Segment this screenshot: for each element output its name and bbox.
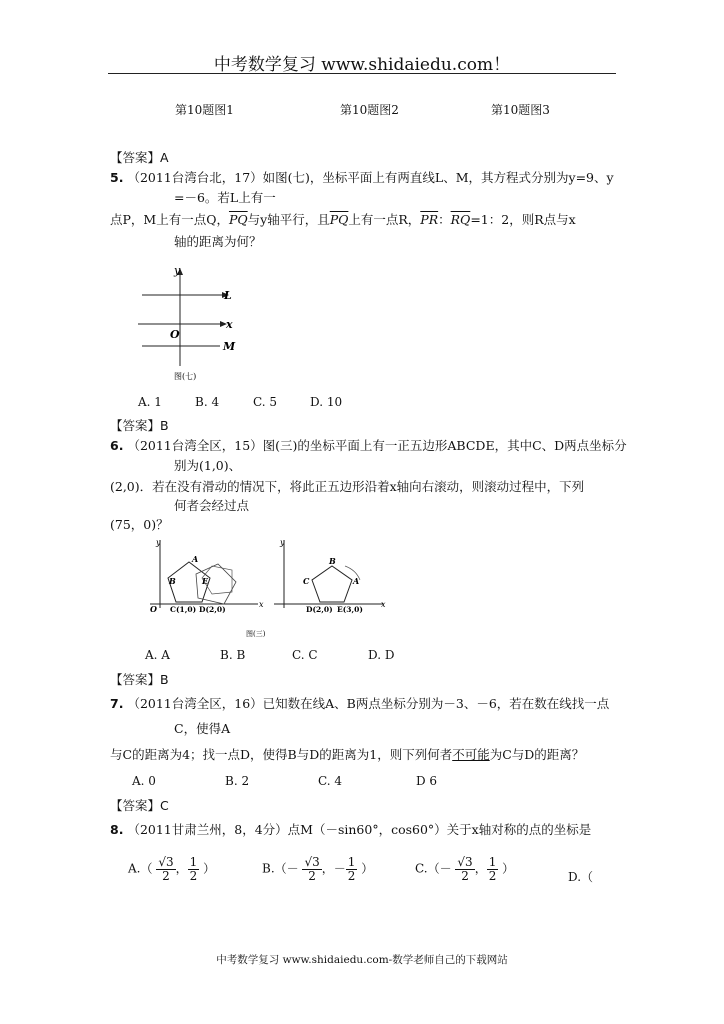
label-B-right: B [329,556,336,566]
x-label-left: x [259,600,264,609]
q8-line1 [110,821,591,839]
label-E2: E(3,0) [337,605,363,614]
answer-q5: 【答案】B [110,418,169,433]
q5-option-d: D. 10 [310,395,343,409]
fraction [302,856,321,882]
numerator: √3 [304,855,320,869]
fig3-caption: 图(三) [246,630,266,638]
q6-option-d: D. D [368,648,395,662]
denominator: 2 [347,868,356,883]
q6-line4: 何者会经过点 [174,498,250,513]
header-rule [108,73,616,74]
q7-line2: C，使得A [174,721,231,736]
q6-option-c: C. C [292,648,318,662]
q5-line1 [110,169,614,187]
q5-option-a: A. 1 [138,395,162,409]
q8-a-end: ） [203,861,216,876]
label-A-right: A [353,576,360,586]
segment-pr: $\overline{PR}$ [420,212,439,227]
figure-caption-3: 第10题图3 [491,103,550,117]
q5-figure [130,262,250,384]
q6-option-b: B. B [220,648,246,662]
y-label-left: y [156,538,161,547]
q8-option-b [262,856,373,882]
fig7-caption: 图(七) [174,372,197,381]
ratio-colon: ： [438,212,451,227]
segment-pq-2: $\overline{PQ}$ [329,212,349,227]
y-label: y [174,264,181,277]
numerator: 1 [189,855,198,869]
fraction [455,856,474,882]
separator: ， [474,861,487,876]
label-E-left: E [202,576,209,586]
numerator: 1 [488,855,497,869]
q5-text-3c: 上有一点R， [348,212,421,227]
x-label: x [226,318,233,331]
q5-number: 5. [110,170,124,185]
fraction [156,856,175,882]
q8-b-label: B.（－ [262,861,299,876]
denominator: 2 [488,868,497,883]
label-D1: D(2,0) [199,605,226,614]
origin-label: O [170,328,180,341]
q6-option-a: A. A [145,648,170,662]
q7-option-d: D 6 [416,774,438,788]
q6-line5: (75，0)？ [110,517,169,532]
q8-b-end: ） [361,861,374,876]
numerator: √3 [158,855,174,869]
q6-figure [140,536,390,644]
numerator: 1 [347,855,356,869]
denominator: 2 [162,868,170,883]
answer-q4: 【答案】A [110,150,169,165]
q5-text-3b: 与y轴平行，且 [247,212,330,227]
separator: ， [175,861,188,876]
y-label-right: y [280,538,285,547]
q5-line4: 轴的距离为何？ [174,234,262,249]
label-D2: D(2,0) [306,605,333,614]
q5-text-3a: 点P，M上有一点Q， [110,212,229,227]
figure-caption-1: 第10题图1 [175,103,234,117]
answer-q6: 【答案】B [110,672,169,687]
q8-option-c [415,856,514,882]
label-L: L [224,289,232,302]
q5-option-c: C. 5 [253,395,278,409]
label-A-left: A [192,554,199,564]
q6-line1 [110,437,627,455]
q6-text-1: （2011台湾全区，15）图(三)的坐标平面上有一正五边形ABCDE，其中C、D两点坐标分 [127,438,627,453]
q8-c-label: C.（－ [415,861,452,876]
fraction [188,856,200,882]
q7-option-c: C. 4 [318,774,343,788]
q7-text-3b: 为C与D的距离？ [489,747,585,762]
x-label-right: x [381,600,386,609]
q7-option-b: B. 2 [225,774,250,788]
denominator: 2 [308,868,316,883]
q7-option-a: A. 0 [132,774,156,788]
q7-text-3a: 与C的距离为4；找一点D，使得B与D的距离为1，则下列何者 [110,747,453,762]
fraction [487,856,499,882]
q5-text-1: （2011台湾台北，17）如图(七)，坐标平面上有两直线L、M，其方程式分别为y=9、y [127,170,614,185]
separator: ，－ [321,861,346,876]
q5-line2: =－6。若L上有一 [174,190,276,205]
q7-text-1: （2011台湾全区，16）已知数在线A、B两点坐标分别为－3、－6，若在数在线找一点 [127,696,610,711]
denominator: 2 [189,868,198,883]
q6-number: 6. [110,438,124,453]
segment-rq: $\overline{RQ}$ [450,212,471,227]
page-footer: 中考数学复习 www.shidaiedu.com-数学老师自己的下载网站 [216,954,508,966]
q7-number: 7. [110,696,124,711]
q6-line2: 别为(1,0)、 [174,458,242,473]
q7-line3 [110,746,584,764]
pentagon-right [312,566,352,602]
q8-option-a [128,856,215,882]
q5-option-b: B. 4 [195,395,220,409]
q8-a-label: A.（ [128,861,153,876]
denominator: 2 [461,868,469,883]
label-B-left: B [169,576,176,586]
q8-text-1: （2011甘肃兰州，8，4分）点M（－sin60°，cos60°）关于x轴对称的点的坐标是 [127,822,592,837]
figure-caption-2: 第10题图2 [340,103,399,117]
q8-number: 8. [110,822,124,837]
answer-q7: 【答案】C [110,798,169,813]
q6-line3: (2,0)．若在没有滑动的情况下，将此正五边形沿着x轴向右滚动，则滚动过程中，下列 [110,479,585,494]
label-C1: C(1,0) [170,605,197,614]
q8-option-d: D.（ [568,870,594,884]
q7-line1 [110,695,609,713]
label-C-right: C [303,576,310,586]
segment-pq: $\overline{PQ}$ [228,212,248,227]
numerator: √3 [457,855,473,869]
label-M: M [223,340,236,353]
fraction [346,856,358,882]
page-header: 中考数学复习 www.shidaiedu.com！ [213,55,511,75]
origin-left: O [150,604,157,614]
q7-underlined: 不可能 [452,747,490,762]
q8-c-end: ） [502,861,515,876]
q5-text-3d: =1：2，则R点与x [470,212,576,227]
q5-line3 [110,211,576,229]
